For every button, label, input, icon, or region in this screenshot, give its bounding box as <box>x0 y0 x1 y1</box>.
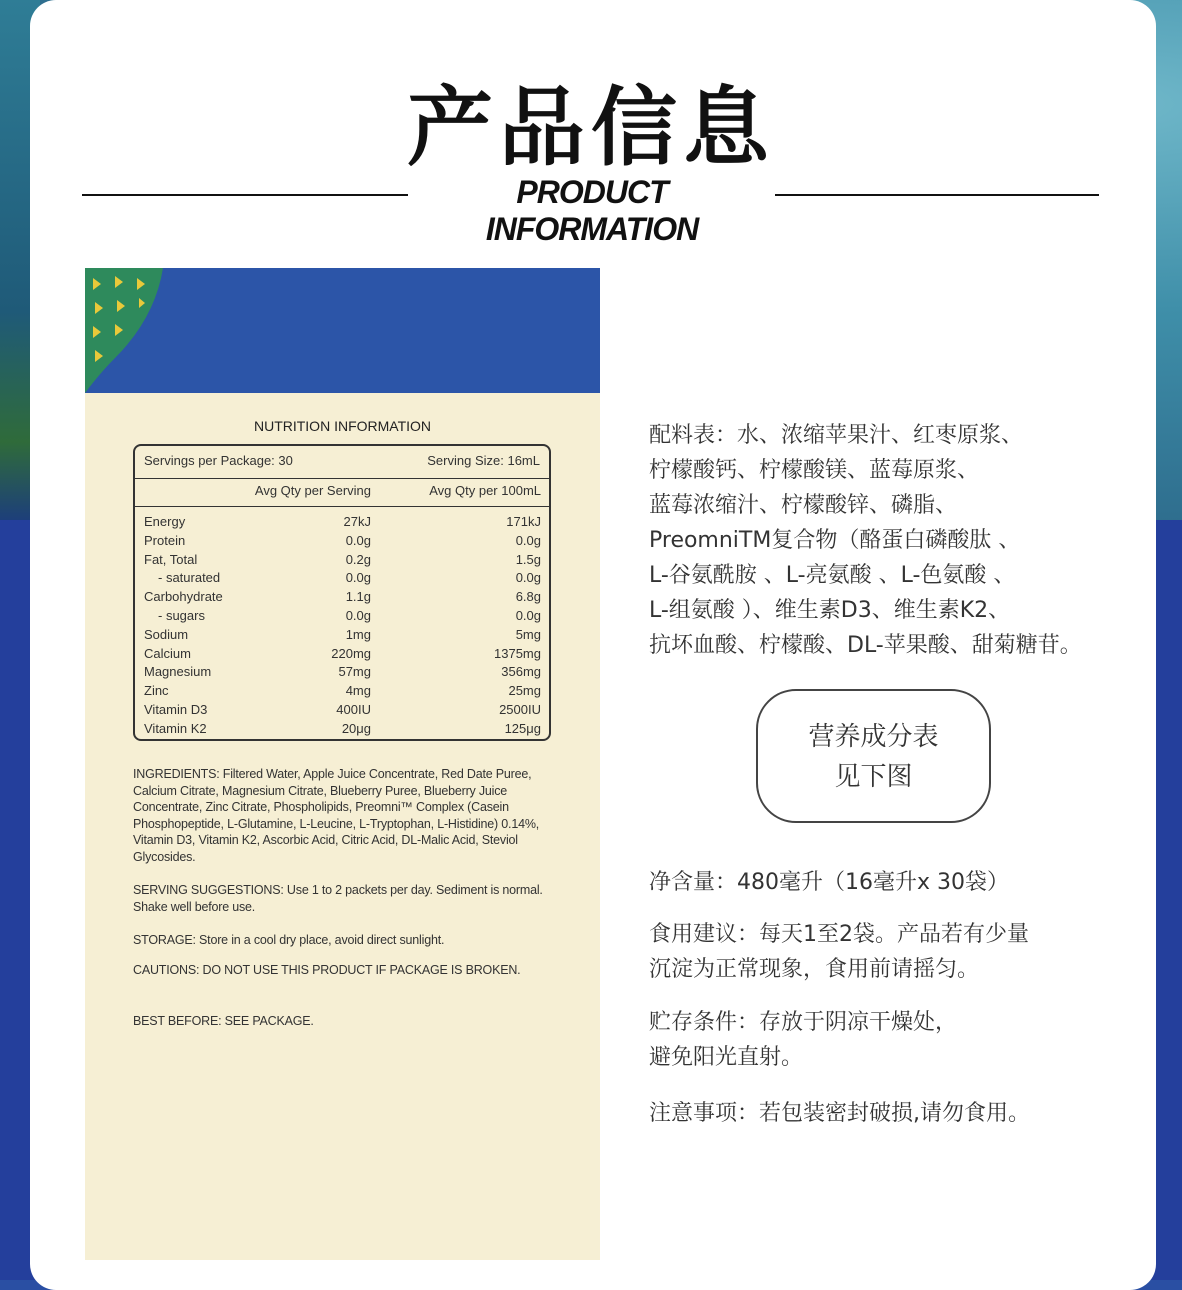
nutrient-per-100ml: 356mg <box>501 664 541 680</box>
net-content: 净含量：480毫升（16毫升x 30袋） <box>649 870 1009 895</box>
label-storage: STORAGE: Store in a cool dry place, avoid direct sunlight. <box>133 933 445 947</box>
nutrient-per-serving: 220mg <box>331 645 371 661</box>
nutrient-per-serving: 400IU <box>336 701 371 717</box>
nutrition-table <box>133 444 551 741</box>
servings-per-package: Servings per Package: 30 <box>144 453 293 468</box>
table-divider <box>135 478 549 479</box>
nutrition-title: NUTRITION INFORMATION <box>253 418 432 434</box>
page-title-cn: 产品信息 <box>407 78 775 178</box>
label-decorative-pattern <box>85 268 185 393</box>
nutrient-per-serving: 1.1g <box>345 589 371 605</box>
page-title-en: PRODUCT INFORMATION <box>485 174 699 247</box>
nutrition-row <box>135 551 549 570</box>
ingredients-line: 蓝莓浓缩汁、柠檬酸锌、磷脂、 <box>649 493 958 518</box>
nutrient-name: Vitamin K2 <box>144 720 207 736</box>
callout-line: 见下图 <box>834 762 913 792</box>
nutrition-row <box>135 588 549 607</box>
label-cautions: CAUTIONS: DO NOT USE THIS PRODUCT IF PACKAGE IS BROKEN. <box>133 963 521 977</box>
usage-suggestion <box>649 917 1149 987</box>
nutrient-per-100ml: 1375mg <box>494 645 541 661</box>
nutrient-per-serving: 0.0g <box>345 607 371 623</box>
nutrient-name: Zinc <box>144 683 169 699</box>
nutrition-row <box>135 532 549 551</box>
nutrient-name: Carbohydrate <box>144 589 223 605</box>
nutrition-label-image <box>85 268 600 1260</box>
storage-conditions <box>649 1005 1149 1075</box>
nutrient-per-100ml: 6.8g <box>515 589 541 605</box>
ingredients-line: 柠檬酸钙、柠檬酸镁、蓝莓原浆、 <box>649 458 980 483</box>
table-divider <box>135 506 549 507</box>
nutrient-per-serving: 57mg <box>338 664 371 680</box>
column-header-100ml: Avg Qty per 100mL <box>429 483 541 498</box>
nutrition-row <box>135 701 549 720</box>
nutrition-rows <box>135 513 549 739</box>
nutrient-per-serving: 0.0g <box>345 570 371 586</box>
nutrient-per-serving: 0.2g <box>345 551 371 567</box>
nutrition-row <box>135 626 549 645</box>
nutrient-name: Vitamin D3 <box>144 701 208 717</box>
nutrient-per-serving: 4mg <box>345 683 371 699</box>
nutrition-row <box>135 663 549 682</box>
ingredients-line: 配料表：水、浓缩苹果汁、红枣原浆、 <box>649 423 1024 448</box>
nutrient-name: - sugars <box>158 607 205 623</box>
nutrient-per-100ml: 25mg <box>508 683 541 699</box>
nutrient-per-serving: 1mg <box>345 626 371 642</box>
label-ingredients: INGREDIENTS: Filtered Water, Apple Juice Concentrate, Red Date Puree, Calcium Citrate, Magnesium Citrate, Blueberry Puree, Blueberry Juice Concentrate, Zinc Citrate, Phospholipids, Preomni™ Complex (Casein Phosphopeptide, L-Glutamine, L-Leucine, L-Tryptophan, L-Histidine) 0.14%, Vitamin D3, Vitamin K2, Ascorbic Acid, Citric Acid, DL-Malic Acid, Steviol Glycosides. <box>133 767 540 864</box>
nutrient-per-100ml: 1.5g <box>515 551 541 567</box>
nutrient-name: Magnesium <box>144 664 212 680</box>
nutrition-row <box>135 682 549 701</box>
label-serving-suggestions: SERVING SUGGESTIONS: Use 1 to 2 packets per day. Sediment is normal. Shake well before use. <box>133 883 543 914</box>
nutrient-per-100ml: 5mg <box>515 626 541 642</box>
usage-line: 食用建议：每天1至2袋。产品若有少量 <box>649 922 1029 947</box>
nutrient-name: Fat, Total <box>144 551 198 567</box>
nutrient-name: Energy <box>144 514 186 529</box>
storage-line: 避免阳光直射。 <box>649 1045 804 1070</box>
ingredients-line: L-谷氨酰胺 、L-亮氨酸 、L-色氨酸 、 <box>649 563 1016 588</box>
nutrition-row <box>135 720 549 739</box>
nutrition-row <box>135 569 549 588</box>
label-best-before: BEST BEFORE: SEE PACKAGE. <box>133 1014 314 1028</box>
nutrient-per-100ml: 125μg <box>504 720 541 736</box>
ingredients-cn <box>649 418 1149 663</box>
callout-line: 营养成分表 <box>808 722 939 752</box>
nutrient-per-serving: 20μg <box>341 720 371 736</box>
nutrition-row <box>135 513 549 532</box>
nutrient-per-100ml: 0.0g <box>515 570 541 586</box>
title-rule-right <box>775 194 1099 196</box>
nutrient-per-serving: 0.0g <box>345 532 371 548</box>
nutrition-row <box>135 607 549 626</box>
nutrient-per-100ml: 0.0g <box>515 607 541 623</box>
nutrient-name: - saturated <box>158 570 221 586</box>
nutrition-table-callout <box>756 689 991 823</box>
caution-note: 注意事项：若包装密封破损,请勿食用。 <box>649 1101 1030 1126</box>
nutrient-name: Calcium <box>144 645 191 661</box>
ingredients-line: L-组氨酸 ）、维生素D3、维生素K2、 <box>649 598 1011 623</box>
nutrient-per-serving: 27kJ <box>343 514 371 529</box>
nutrient-name: Sodium <box>144 626 189 642</box>
serving-size: Serving Size: 16mL <box>427 453 540 468</box>
nutrient-per-100ml: 2500IU <box>499 701 541 717</box>
usage-line: 沉淀为正常现象，食用前请摇匀。 <box>649 957 980 982</box>
nutrient-per-100ml: 0.0g <box>515 532 541 548</box>
nutrition-row <box>135 645 549 664</box>
storage-line: 贮存条件：存放于阴凉干燥处， <box>649 1010 958 1035</box>
nutrient-name: Protein <box>144 532 186 548</box>
title-rule-left <box>82 194 408 196</box>
ingredients-line: 抗坏血酸、柠檬酸、DL-苹果酸、甜菊糖苷。 <box>649 633 1082 658</box>
column-header-serving: Avg Qty per Serving <box>254 483 371 498</box>
nutrient-per-100ml: 171kJ <box>506 514 541 529</box>
ingredients-line: PreomniTM复合物（酪蛋白磷酸肽 、 <box>649 528 1021 553</box>
